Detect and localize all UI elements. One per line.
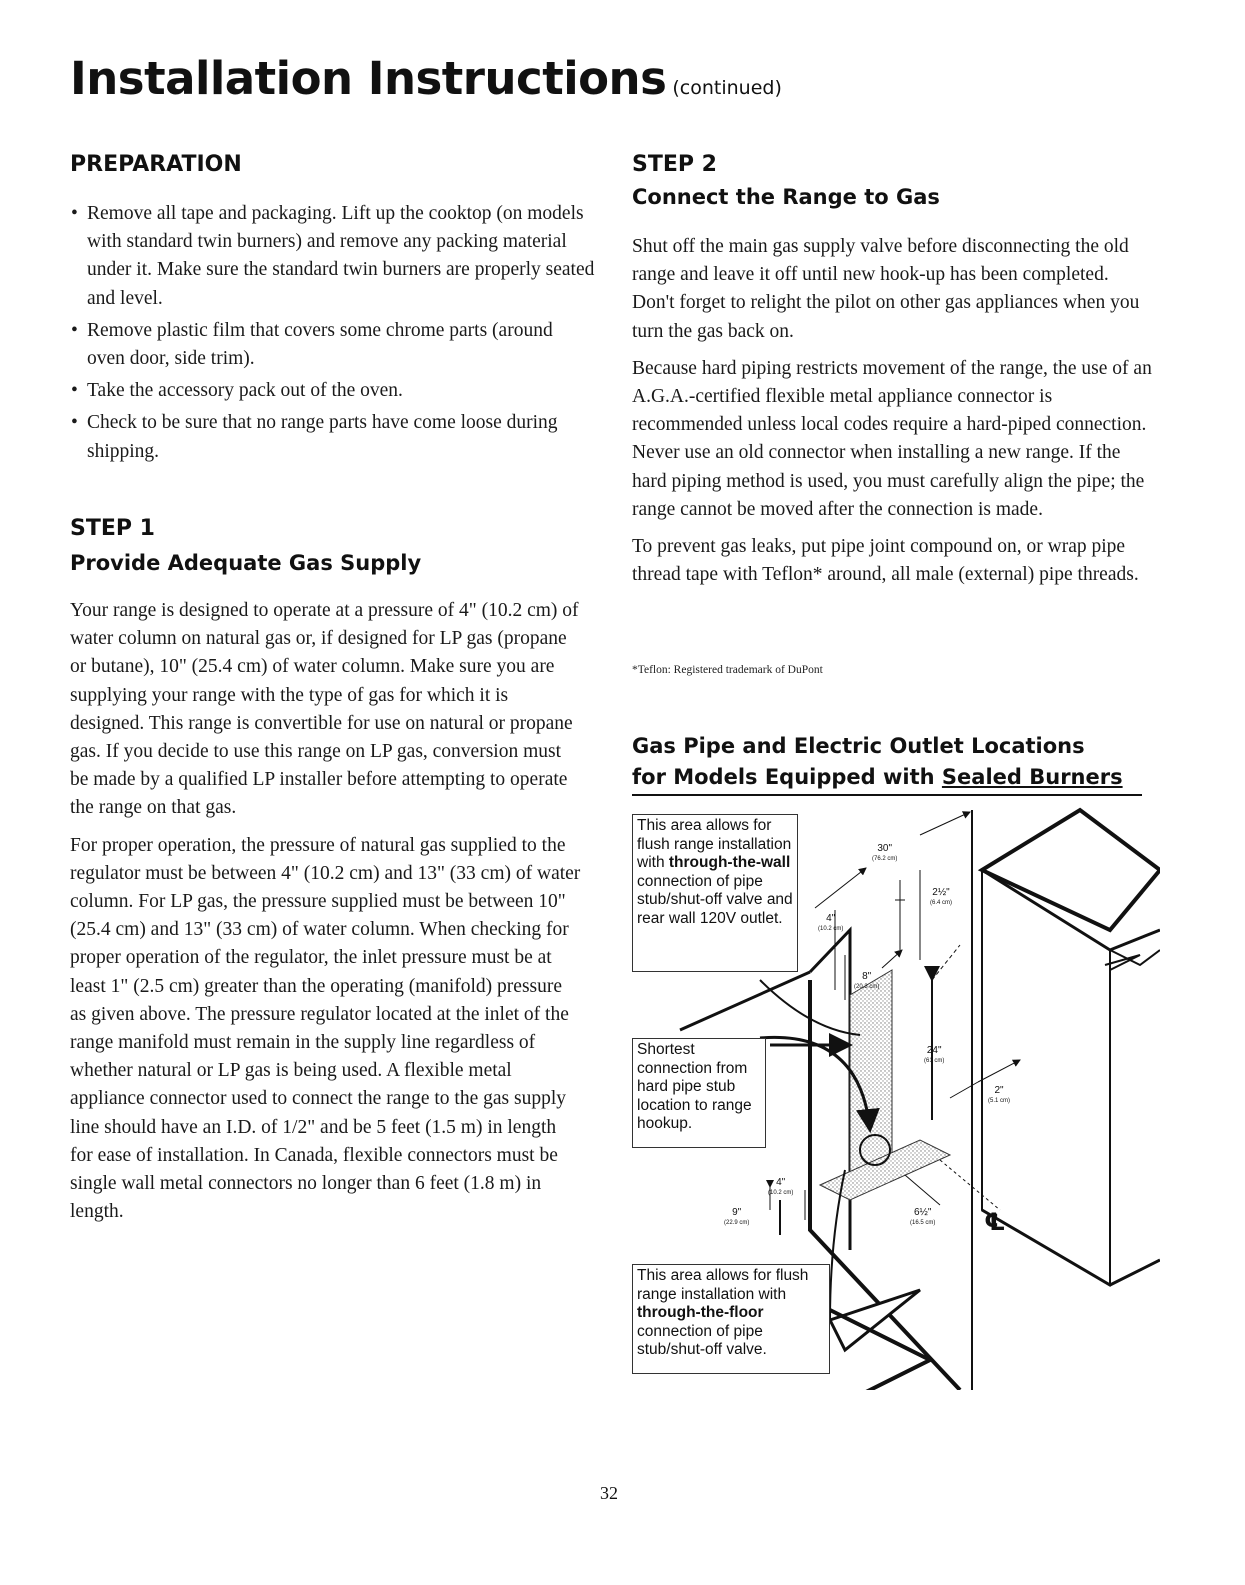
callout-shortest-connection: Shortest connection from hard pipe stub location to range hookup. (632, 1038, 766, 1148)
callout-through-the-wall: This area allows for flush range installation with through-the-wall connection of pipe stub/shut-off valve and rear wall 120V outlet. (632, 814, 798, 972)
diagram-title-line1: Gas Pipe and Electric Outlet Locations (632, 734, 1085, 758)
step2-title: Connect the Range to Gas (632, 185, 940, 209)
dim-4-in-floor: 4" (10.2 cm) (768, 1177, 794, 1196)
dim-4-in-wall: 4" (10.2 cm) (818, 913, 844, 932)
list-item: • Remove all tape and packaging. Lift up the cooktop (on models with standard twin burners) and remove any packing material under it. Make sure the standard twin burners are properly seated and level. (71, 203, 595, 309)
step1-label: STEP 1 (70, 516, 155, 541)
step1-body (70, 597, 582, 1235)
paragraph: To prevent gas leaks, put pipe joint compound on, or wrap pipe thread tape with Teflon* around, all male (external) pipe threads. (632, 536, 1139, 586)
step2-label: STEP 2 (632, 152, 717, 177)
preparation-list (70, 200, 595, 470)
dim-9-in: 9" (22.9 cm) (724, 1207, 750, 1226)
list-item: • Remove plastic film that covers some chrome parts (around oven door, side trim). (71, 319, 553, 370)
dim-6-5-in: 6½" (16.5 cm) (910, 1207, 936, 1226)
step1-title: Provide Adequate Gas Supply (70, 551, 422, 575)
page-number: 32 (600, 1483, 618, 1503)
teflon-footnote: *Teflon: Registered trademark of DuPont (632, 664, 823, 676)
floor-edge (810, 930, 850, 1250)
gas-pipe-diagram (620, 790, 1160, 1390)
centerline-icon: ℄ (984, 1208, 1006, 1236)
page-title-main: Installation Instructions (70, 52, 667, 105)
paragraph: Shut off the main gas supply valve before disconnecting the old range and leave it off until new hook-up has been completed. Don't forget to relight the pilot on other gas appliances when you turn the gas back on. (632, 236, 1140, 342)
list-item: • Check to be sure that no range parts have come loose during shipping. (71, 412, 558, 462)
dim-30-in: 30" (76.2 cm) (872, 843, 898, 862)
page-title-suffix: (continued) (672, 77, 782, 99)
step2-body (632, 233, 1152, 598)
callout-through-the-floor: This area allows for flush range installation with through-the-floor connection of pipe stub/shut-off valve. (632, 1264, 830, 1374)
list-item: • Take the accessory pack out of the oven. (71, 380, 403, 402)
page-title (70, 52, 782, 105)
paragraph: For proper operation, the pressure of natural gas supplied to the regulator must be between 4" (10.2 cm) and 13" (33 cm) of water column. For LP gas, the pressure supplied must be between 10" (25.4 cm) and 13" (33 cm) of water column. When checking for proper operation of the regulator, the inlet pressure must be at least 1" (2.5 cm) greater than the operating (manifold) pressure as given above. The pressure regulator located at the inlet of the range manifold must remain in the supply line regardless of whether natural or LP gas is being used. A flexible metal appliance connector used to connect the range to the gas supply line should have an I.D. of 1/2" and be 5 feet (1.5 m) in length for ease of installation. In Canada, flexible connectors must be single wall metal connectors no longer than 6 feet (1.8 m) in length. (70, 834, 581, 1223)
diagram-title-line2: for Models Equipped with Sealed Burners (632, 765, 1123, 789)
paragraph: Because hard piping restricts movement of the range, the use of an A.G.A.-certified flexible metal appliance connector is recommended unless local codes require a hard-piped connection. Never use an old connector when installing a new range. If the hard piping method is used, you must carefully align the pipe; the range cannot be moved after the connection is made. (632, 357, 1152, 520)
sealed-burners-underlined: Sealed Burners (941, 765, 1123, 789)
paragraph: Your range is designed to operate at a pressure of 4" (10.2 cm) of water column on natural gas or, if designed for LP gas (propane or butane), 10" (25.4 cm) of water column. Make sure you are supplying your range with the type of gas for which it is designed. This range is convertible for use on natural or propane gas. If you decide to use this range on LP gas, conversion must be made by a qualified LP installer before attempting to operate the range on that gas. (70, 600, 579, 819)
dim-24-in: 24" (61 cm) (924, 1045, 945, 1064)
dim-8-in: 8" (20.3 cm) (854, 971, 880, 990)
diagram-title (632, 731, 1123, 793)
dim-2-5-in: 2½" (6.4 cm) (930, 887, 953, 906)
preparation-heading: PREPARATION (70, 152, 242, 177)
dim-2-in: 2" (5.1 cm) (988, 1085, 1011, 1104)
